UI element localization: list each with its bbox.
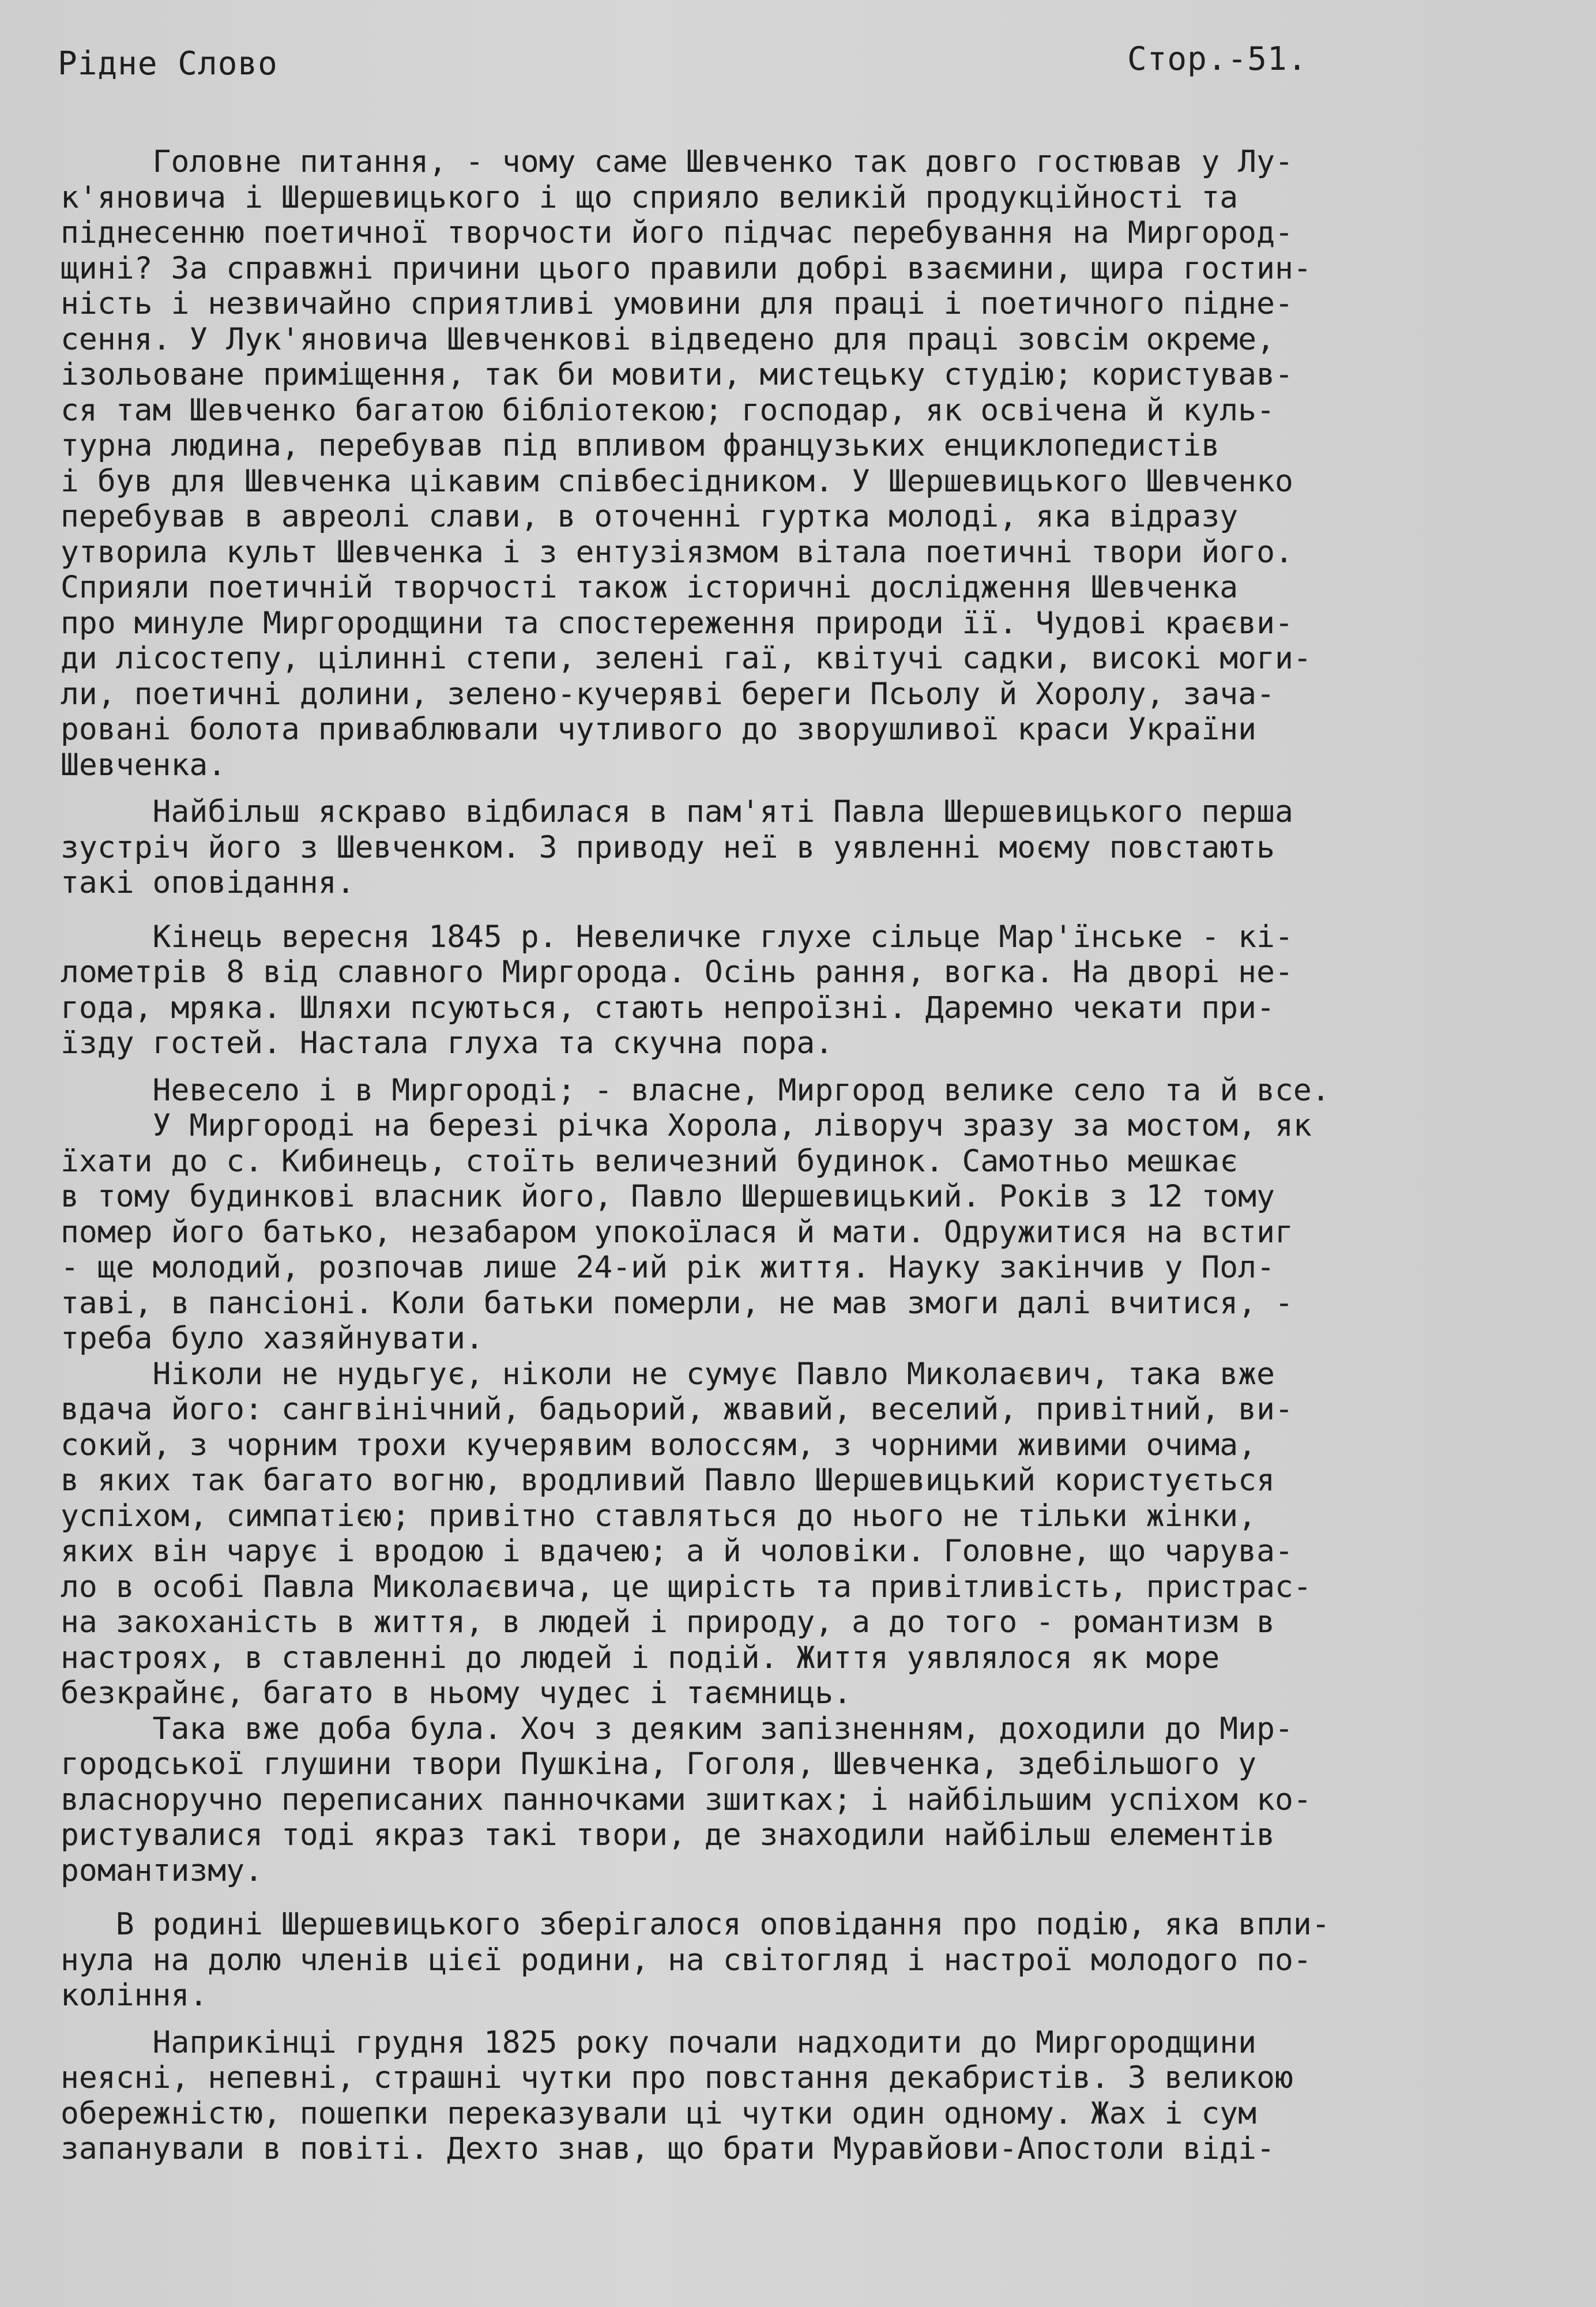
text-line: обережністю, пошепки переказували ці чутки один одному. Жах і сум (61, 2095, 1257, 2131)
text-line: перебував в авреолі слави, в оточенні гуртка молоді, яка відразу (61, 499, 1239, 534)
text-line: безкрайнє, багато в ньому чудес і таємниць. (61, 1675, 852, 1711)
text-line: їзду гостей. Настала глуха та скучна пора. (61, 1025, 834, 1061)
text-line: Головне питання, - чому саме Шевченко так довго гостював у Лу- (61, 144, 1293, 179)
text-line: в яких так багато вогню, вродливий Павло Шершевицький користується (61, 1463, 1275, 1498)
text-line: ізольоване приміщення, так би мовити, мистецьку студію; користував- (61, 357, 1293, 392)
paragraph-spacer (61, 2013, 1565, 2025)
paragraph-spacer (61, 901, 1565, 919)
text-line: Така вже доба була. Хоч з деяким запізненням, доходили до Мир- (61, 1711, 1293, 1746)
text-line: про минуле Миргородщини та спостереження природи її. Чудові краєви- (61, 605, 1293, 641)
paragraph-p6 (61, 1711, 1565, 1889)
text-line: турна людина, перебував під впливом французьких енциклопедистів (61, 428, 1220, 463)
text-line: і був для Шевченка цікавим співбесідником. У Шершевицького Шевченко (61, 463, 1293, 499)
text-line: - ще молодий, розпочав лише 24-ий рік життя. Науку закінчив у Пол- (61, 1250, 1275, 1285)
text-line: Шевченка. (61, 747, 227, 783)
text-line: ди лісостепу, цілинні степи, зелені гаї, квітучі садки, високі моги- (61, 641, 1312, 676)
text-line: романтизму. (61, 1853, 263, 1888)
text-line: вдача його: сангвінічний, бадьорий, жвавий, веселий, привітний, ви- (61, 1392, 1293, 1427)
text-line: такі оповідання. (61, 865, 355, 900)
text-line: ло в особі Павла Миколаєвича, це щирість та привітливість, пристрас- (61, 1569, 1312, 1605)
text-line: таві, в пансіоні. Коли батьки померли, не мав змоги далі вчитися, - (61, 1285, 1293, 1321)
text-line: Наприкінці грудня 1825 року почали надходити до Миргородщини (61, 2024, 1257, 2060)
text-line: к'яновича і Шершевицького і що сприяло великій продукційності та (61, 179, 1239, 215)
text-line: неясні, непевні, страшні чутки про повстання декабристів. З великою (61, 2060, 1293, 2095)
text-line: ся там Шевченко багатою бібліотекою; господар, як освічена й куль- (61, 392, 1275, 428)
text-line: ровані болота приваблювали чутливого до зворушливої краси України (61, 712, 1257, 747)
text-line: Кінець вересня 1845 р. Невеличке глухе сільце Мар'їнське - кі- (61, 919, 1293, 955)
text-line: щині? За справжні причини цього правили добрі взаємини, щира гостин- (61, 250, 1312, 286)
body-text (61, 144, 1565, 2167)
paragraph-p5 (61, 1357, 1565, 1711)
text-line: помер його батько, незабаром упокоїлася й мати. Одружитися на встиг (61, 1214, 1293, 1250)
text-line: яких він чарує і вродою і вдачею; а й чоловіки. Головне, що чарува- (61, 1534, 1293, 1569)
paragraph-p4 (61, 1073, 1565, 1357)
text-line: лометрів 8 від славного Миргорода. Осінь рання, вогка. На дворі не- (61, 955, 1293, 990)
paragraph-p1 (61, 144, 1565, 783)
text-line: настроях, в ставленні до людей і подій. Життя уявлялося як море (61, 1640, 1220, 1675)
paragraph-spacer (61, 1888, 1565, 1907)
text-line: запанували в повіті. Дехто знав, що брати Муравйови-Апостоли віді- (61, 2131, 1275, 2166)
text-line: Невесело і в Миргороді; - власне, Миргород велике село та й все. (61, 1072, 1330, 1108)
text-line: коління. (61, 1978, 208, 2013)
text-line: ність і незвичайно сприятливі умовини для праці і поетичного підне- (61, 286, 1293, 321)
journal-title: Рідне Слово (58, 45, 278, 82)
text-line: Найбільш яскраво відбилася в пам'яті Павла Шершевицького перша (61, 794, 1293, 829)
text-line: У Миргороді на березі річка Хорола, ліворуч зразу за мостом, як (61, 1108, 1312, 1143)
paragraph-p7 (61, 1907, 1565, 2013)
text-line: сокий, з чорним трохи кучерявим волоссям, з чорними живими очима, (61, 1427, 1257, 1463)
text-line: нула на долю членів цієї родини, на світогляд і настрої молодого по- (61, 1942, 1312, 1978)
text-line: успіхом, симпатією; привітно ставляться до нього не тільки жінки, (61, 1498, 1257, 1534)
text-line: ли, поетичні долини, зелено-кучеряві береги Псьолу й Хоролу, зача- (61, 676, 1275, 712)
text-line: Сприяли поетичній творчості також історичні дослідження Шевченка (61, 570, 1239, 605)
paragraph-p3 (61, 919, 1565, 1061)
text-line: года, мряка. Шляхи псуються, стають непроїзні. Даремно чекати при- (61, 990, 1275, 1025)
paragraph-p8 (61, 2025, 1565, 2167)
text-line: сення. У Лук'яновича Шевченкові відведено для праці зовсім окреме, (61, 321, 1275, 357)
paragraph-spacer (61, 783, 1565, 794)
text-line: городської глушини твори Пушкіна, Гоголя, Шевченка, здебільшого у (61, 1746, 1257, 1782)
text-line: в тому будинкові власник його, Павло Шершевицький. Років з 12 тому (61, 1179, 1275, 1214)
text-line: В родині Шершевицького зберігалося оповідання про подію, яка впли- (61, 1907, 1330, 1942)
text-line: утворила культ Шевченка і з ентузіязмом вітала поетичні твори його. (61, 534, 1293, 570)
text-line: їхати до с. Кибинець, стоїть величезний будинок. Самотньо мешкає (61, 1143, 1239, 1179)
text-line: на закоханість в життя, в людей і природу, а до того - романтизм в (61, 1605, 1275, 1640)
text-line: власноручно переписаних панночками зшитках; і найбільшим успіхом ко- (61, 1782, 1312, 1817)
text-line: ристувалися тоді якраз такі твори, де знаходили найбільш елементів (61, 1817, 1275, 1853)
text-line: Ніколи не нудьгує, ніколи не сумує Павло Миколаєвич, така вже (61, 1356, 1275, 1392)
page-number: Стор.-51. (1127, 40, 1308, 78)
paragraph-p2 (61, 794, 1565, 901)
paragraph-spacer (61, 1061, 1565, 1073)
text-line: зустріч його з Шевченком. З приводу неї в уявленні моєму повстають (61, 829, 1275, 865)
text-line: піднесенню поетичної творчости його підчас перебування на Миргород- (61, 215, 1293, 250)
text-line: треба було хазяйнувати. (61, 1321, 484, 1356)
